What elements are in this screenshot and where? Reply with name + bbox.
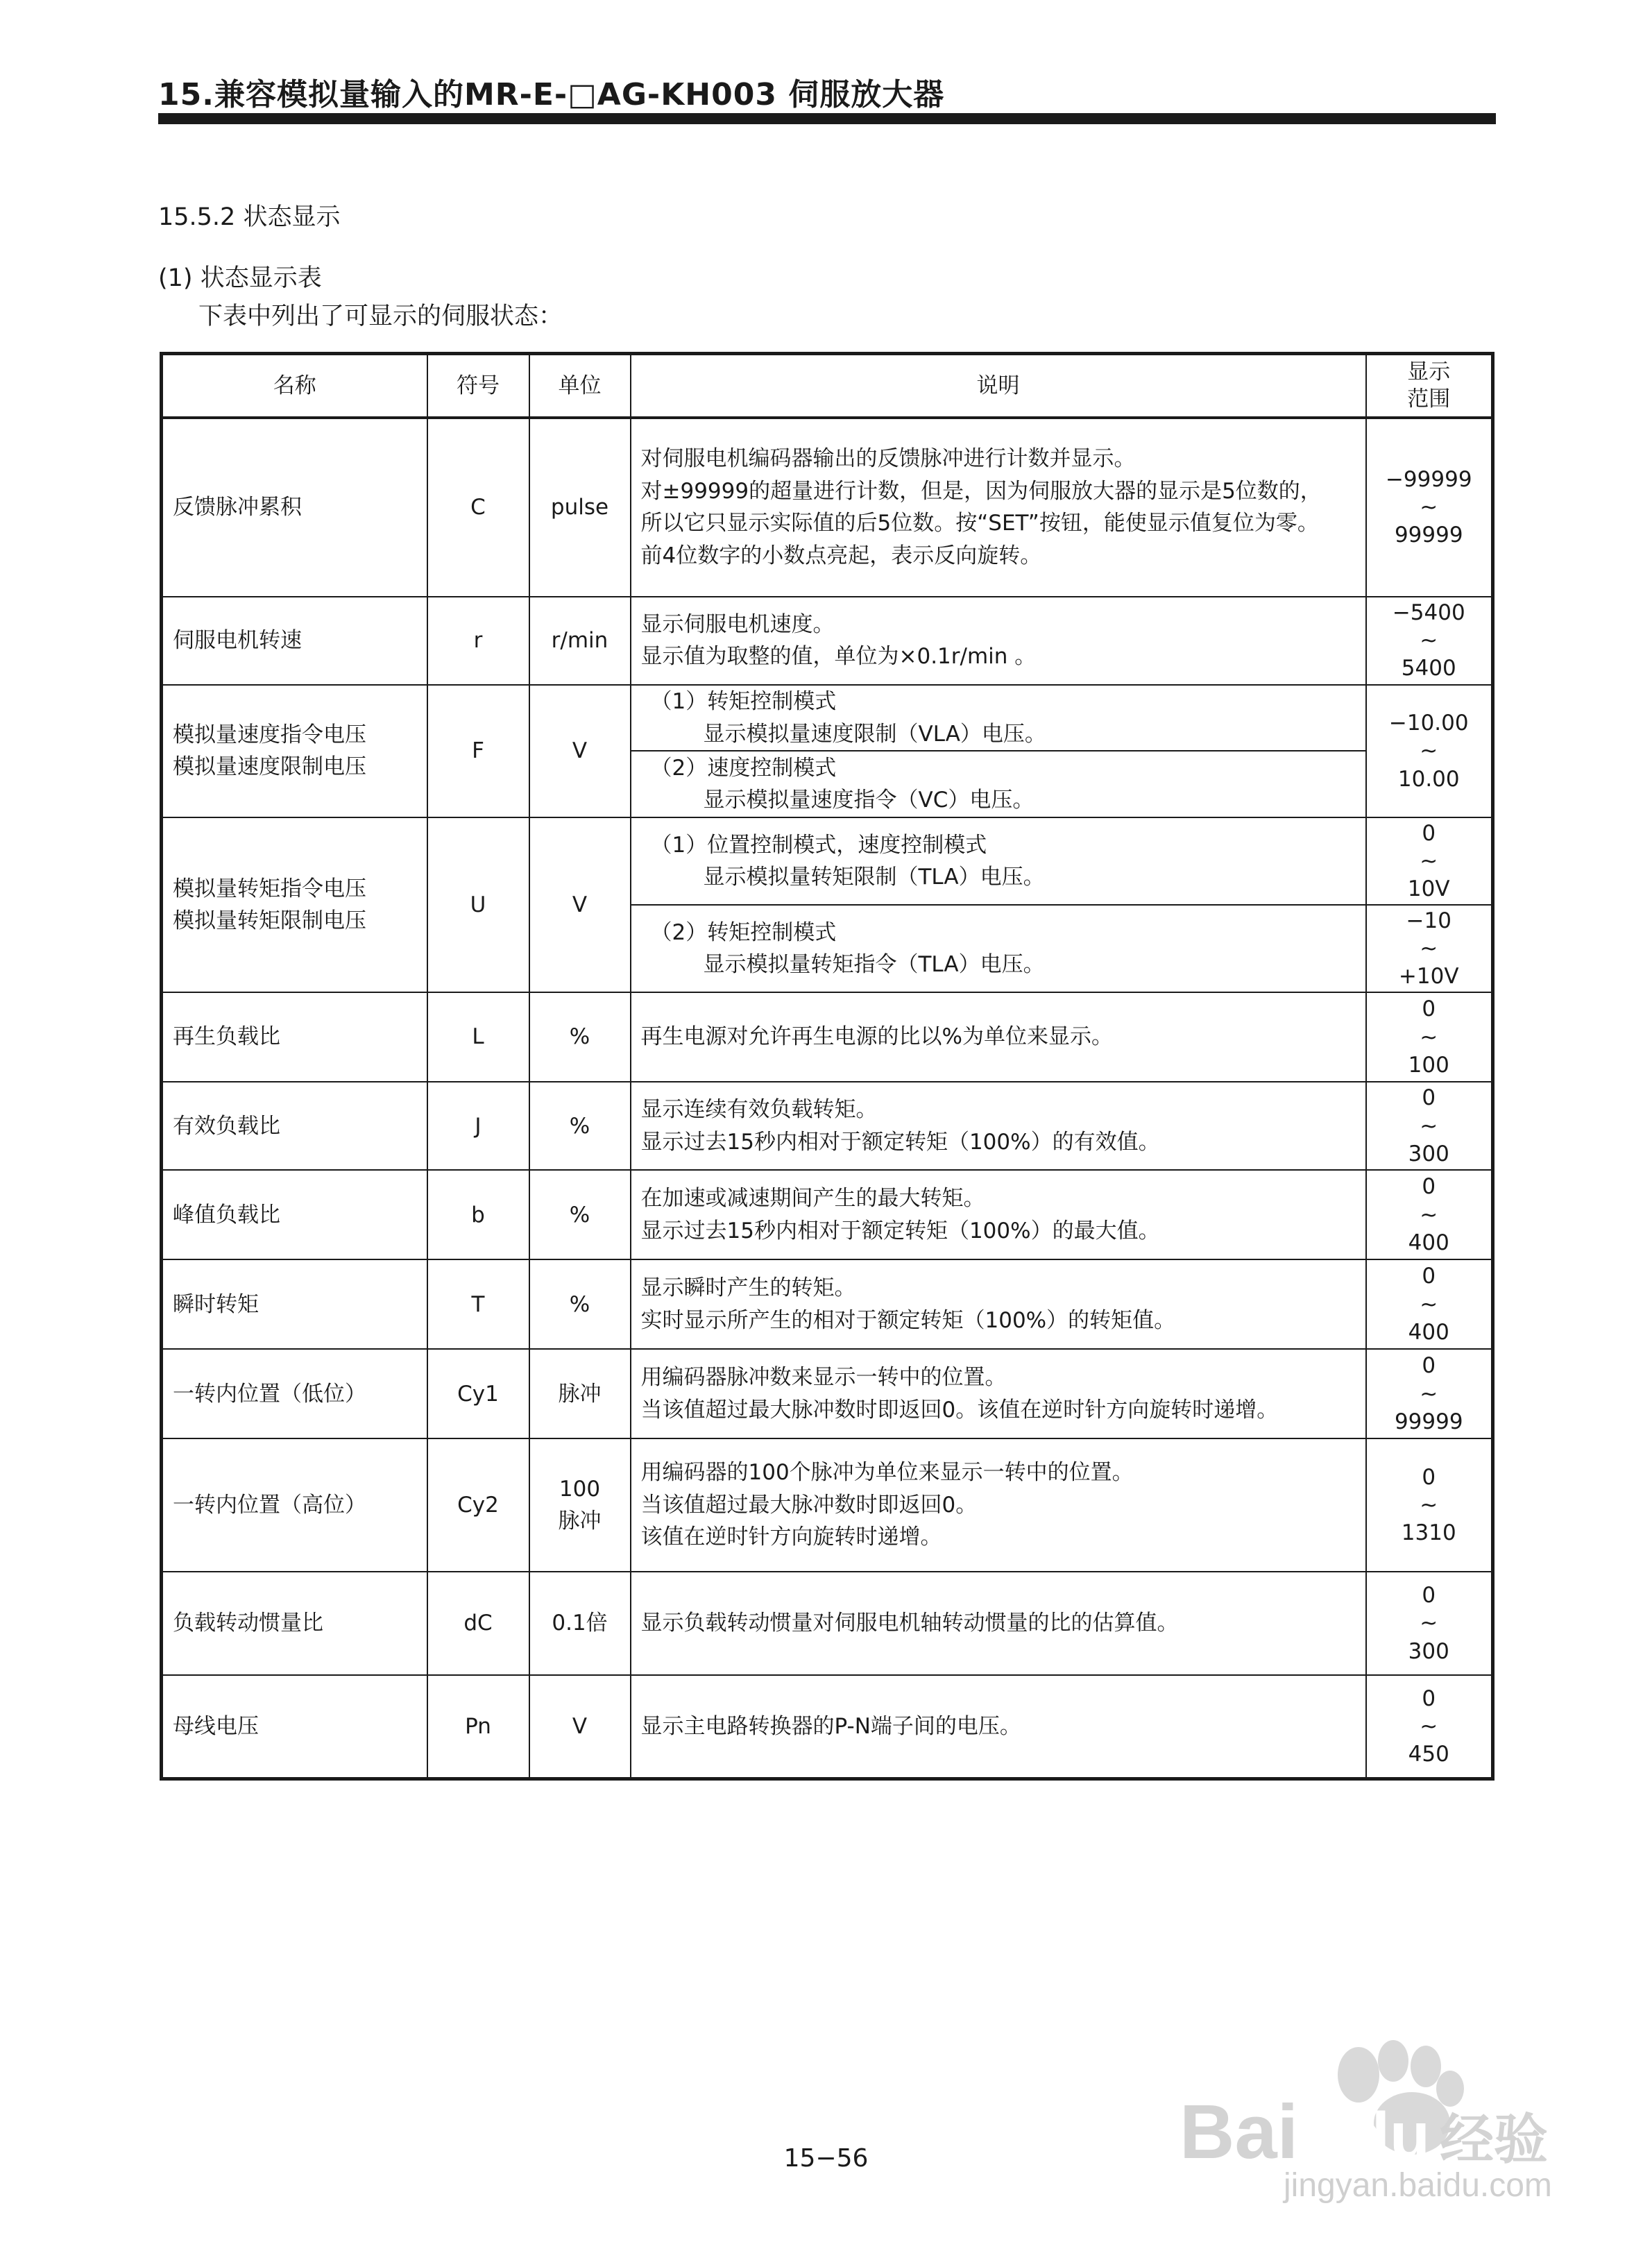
range-line: ~ xyxy=(1420,936,1438,962)
watermark-label: 经验 xyxy=(1440,2109,1549,2171)
mode-item: （2）转矩控制模式 xyxy=(650,919,837,945)
status-name-line: 一转内位置（高位） xyxy=(173,1492,366,1518)
table-row xyxy=(162,1572,1493,1675)
status-symbol: L xyxy=(427,992,529,1082)
range-line: ~ xyxy=(1420,849,1438,874)
status-description-mode xyxy=(631,685,1366,751)
mode-item: （2）速度控制模式 xyxy=(650,755,837,781)
range-line: 1310 xyxy=(1401,1520,1456,1546)
status-unit-line: % xyxy=(569,1113,590,1139)
table-row xyxy=(162,685,1493,751)
status-display-table xyxy=(160,352,1495,1781)
status-description xyxy=(631,597,1366,685)
header-range-line: 显示 xyxy=(1407,359,1451,384)
mode-detail: 显示模拟量转矩指令（TLA）电压。 xyxy=(703,952,1045,978)
mode-detail: 显示模拟量速度指令（VC）电压。 xyxy=(703,788,1034,813)
header-rule xyxy=(158,113,1496,124)
range-line: ~ xyxy=(1420,1493,1438,1518)
range-line: 100 xyxy=(1408,1052,1449,1078)
status-symbol: U xyxy=(427,817,529,992)
status-name-line: 负载转动惯量比 xyxy=(173,1611,323,1636)
mode-detail: 显示模拟量转矩限制（TLA）电压。 xyxy=(703,865,1045,890)
range-line: ~ xyxy=(1420,1381,1438,1407)
status-range xyxy=(1366,1349,1493,1438)
status-unit xyxy=(529,1675,631,1778)
description-line: 显示主电路转换器的P-N端子间的电压。 xyxy=(640,1713,1021,1739)
description-line: 显示过去15秒内相对于额定转矩（100%）的最大值。 xyxy=(640,1218,1160,1243)
status-name xyxy=(162,597,427,685)
status-symbol: Cy2 xyxy=(427,1438,529,1572)
range-line: 450 xyxy=(1408,1742,1449,1767)
status-range xyxy=(1366,905,1493,992)
range-line: 0 xyxy=(1422,996,1436,1022)
status-name xyxy=(162,1349,427,1438)
table-row xyxy=(162,1259,1493,1349)
table-row xyxy=(162,1170,1493,1259)
header-unit: 单位 xyxy=(529,354,631,418)
status-unit xyxy=(529,1572,631,1675)
status-range xyxy=(1366,685,1493,818)
range-line: 0 xyxy=(1422,1174,1436,1200)
header-description: 说明 xyxy=(631,354,1366,418)
status-description xyxy=(631,1572,1366,1675)
description-line: 在加速或减速期间产生的最大转矩。 xyxy=(640,1186,985,1212)
description-line: 当该值超过最大脉冲数时即返回0。 xyxy=(640,1492,978,1518)
status-symbol: T xyxy=(427,1259,529,1349)
description-line: 前4位数字的小数点亮起，表示反向旋转。 xyxy=(640,543,1042,568)
table-row xyxy=(162,1675,1493,1778)
status-unit-line: 脉冲 xyxy=(558,1509,602,1534)
status-name-line: 模拟量速度指令电压 xyxy=(173,722,366,747)
range-line: 99999 xyxy=(1394,1409,1463,1435)
status-range xyxy=(1366,1082,1493,1170)
description-line: 实时显示所产生的相对于额定转矩（100%）的转矩值。 xyxy=(640,1307,1176,1333)
range-line: −10.00 xyxy=(1388,710,1469,736)
status-name xyxy=(162,817,427,992)
description-line: 再生电源对允许再生电源的比以%为单位来显示。 xyxy=(640,1024,1113,1050)
description-line: 该值在逆时针方向旋转时递增。 xyxy=(640,1525,942,1550)
mode-item: （1）位置控制模式，速度控制模式 xyxy=(650,832,987,858)
status-symbol: Pn xyxy=(427,1675,529,1778)
status-range xyxy=(1366,1572,1493,1675)
range-line: 300 xyxy=(1408,1638,1449,1664)
status-name xyxy=(162,685,427,818)
description-line: 用编码器脉冲数来显示一转中的位置。 xyxy=(640,1365,1007,1391)
watermark-brand: Bai xyxy=(1180,2089,1299,2175)
description-line: 显示瞬时产生的转矩。 xyxy=(640,1275,856,1301)
status-unit xyxy=(529,1438,631,1572)
status-name-line: 母线电压 xyxy=(173,1713,259,1739)
range-line: 0 xyxy=(1422,1464,1436,1490)
status-range xyxy=(1366,597,1493,685)
range-line: −10 xyxy=(1406,908,1451,933)
status-description-mode xyxy=(631,751,1366,817)
status-range xyxy=(1366,817,1493,905)
range-line: 10.00 xyxy=(1397,766,1460,792)
status-name-line: 峰值负载比 xyxy=(173,1202,280,1228)
status-unit xyxy=(529,418,631,597)
status-unit xyxy=(529,685,631,818)
status-range xyxy=(1366,992,1493,1082)
table-row xyxy=(162,817,1493,905)
watermark-brand-du: du xyxy=(1349,2099,1431,2173)
status-range xyxy=(1366,1438,1493,1572)
status-symbol: dC xyxy=(427,1572,529,1675)
page-number: 15−56 xyxy=(783,2144,869,2173)
status-unit-line: pulse xyxy=(550,494,609,520)
range-line: 400 xyxy=(1408,1230,1449,1255)
status-name xyxy=(162,1082,427,1170)
range-line: 0 xyxy=(1422,1353,1436,1379)
range-line: 0 xyxy=(1422,1264,1436,1289)
status-description-mode xyxy=(631,905,1366,992)
range-line: 5400 xyxy=(1401,656,1456,681)
range-line: ~ xyxy=(1420,1713,1438,1739)
mode-detail: 显示模拟量速度限制（VLA）电压。 xyxy=(703,721,1046,747)
status-description xyxy=(631,1438,1366,1572)
description-line: 所以它只显示实际值的后5位数。按“SET”按钮，能使显示值复位为零。 xyxy=(640,511,1319,536)
status-unit xyxy=(529,817,631,992)
status-description xyxy=(631,992,1366,1082)
baidu-jingyan-watermark xyxy=(1173,1985,1561,2207)
status-name-line: 有效负载比 xyxy=(173,1113,280,1139)
status-unit xyxy=(529,597,631,685)
status-name xyxy=(162,1572,427,1675)
mode-item: （1）转矩控制模式 xyxy=(650,689,837,714)
table-row xyxy=(162,418,1493,597)
status-unit xyxy=(529,1349,631,1438)
header-symbol: 符号 xyxy=(427,354,529,418)
range-line: ~ xyxy=(1420,1291,1438,1317)
table-row xyxy=(162,597,1493,685)
status-name-line: 瞬时转矩 xyxy=(173,1291,259,1317)
status-name xyxy=(162,1675,427,1778)
description-line: 对伺服电机编码器输出的反馈脉冲进行计数并显示。 xyxy=(640,446,1136,472)
range-line: ~ xyxy=(1420,1113,1438,1139)
status-unit-line: V xyxy=(572,892,588,917)
status-range xyxy=(1366,1170,1493,1259)
header-name: 名称 xyxy=(162,354,427,418)
status-description-mode xyxy=(631,817,1366,905)
description-line: 显示值为取整的值，单位为×0.1r/min 。 xyxy=(640,644,1037,670)
status-name xyxy=(162,1259,427,1349)
status-description xyxy=(631,418,1366,597)
range-line: 99999 xyxy=(1394,523,1463,548)
status-description xyxy=(631,1675,1366,1778)
range-line: 300 xyxy=(1408,1141,1449,1166)
status-symbol: F xyxy=(427,685,529,818)
page-header-title: 15.兼容模拟量输入的MR-E-□AG-KH003 伺服放大器 xyxy=(158,77,945,112)
status-name-line: 模拟量转矩限制电压 xyxy=(173,908,366,934)
status-symbol: Cy1 xyxy=(427,1349,529,1438)
range-line: +10V xyxy=(1398,964,1459,990)
status-name-line: 一转内位置（低位） xyxy=(173,1381,366,1407)
status-unit-line: % xyxy=(569,1024,590,1050)
status-range xyxy=(1366,1259,1493,1349)
status-unit-line: V xyxy=(572,738,588,764)
range-line: 0 xyxy=(1422,820,1436,846)
status-range xyxy=(1366,1675,1493,1778)
status-name xyxy=(162,992,427,1082)
status-unit-line: 0.1倍 xyxy=(552,1611,608,1636)
status-description xyxy=(631,1082,1366,1170)
status-name xyxy=(162,1170,427,1259)
status-unit xyxy=(529,1259,631,1349)
table-header-row xyxy=(162,354,1493,418)
range-line: 0 xyxy=(1422,1085,1436,1111)
status-description xyxy=(631,1259,1366,1349)
status-symbol: J xyxy=(427,1082,529,1170)
subsection-heading: (1) 状态显示表 xyxy=(158,264,322,292)
description-line: 显示伺服电机速度。 xyxy=(640,611,835,637)
status-range xyxy=(1366,418,1493,597)
range-line: ~ xyxy=(1420,627,1438,653)
table-row xyxy=(162,992,1493,1082)
status-unit-line: % xyxy=(569,1202,590,1228)
status-unit-line: V xyxy=(572,1713,588,1739)
range-line: 400 xyxy=(1408,1319,1449,1345)
status-name-line: 反馈脉冲累积 xyxy=(173,494,302,520)
status-symbol: C xyxy=(427,418,529,597)
range-line: ~ xyxy=(1420,494,1438,520)
description-line: 显示负载转动惯量对伺服电机轴转动惯量的比的估算值。 xyxy=(640,1611,1179,1636)
status-unit-line: 100 xyxy=(559,1476,601,1502)
range-line: ~ xyxy=(1420,1611,1438,1636)
status-symbol: b xyxy=(427,1170,529,1259)
header-range xyxy=(1366,354,1493,418)
range-line: −99999 xyxy=(1385,466,1472,492)
range-line: −5400 xyxy=(1392,600,1465,625)
status-unit xyxy=(529,1082,631,1170)
description-line: 对±99999的超量进行计数，但是，因为伺服放大器的显示是5位数的， xyxy=(640,478,1322,504)
section-heading: 15.5.2 状态显示 xyxy=(158,203,341,231)
status-name xyxy=(162,1438,427,1572)
range-line: ~ xyxy=(1420,1202,1438,1228)
range-line: 0 xyxy=(1422,1685,1436,1711)
status-description xyxy=(631,1170,1366,1259)
status-name-line: 再生负载比 xyxy=(173,1024,280,1050)
intro-text: 下表中列出了可显示的伺服状态： xyxy=(198,303,563,330)
range-line: 10V xyxy=(1407,876,1450,902)
table-row xyxy=(162,1082,1493,1170)
status-symbol: r xyxy=(427,597,529,685)
table-row xyxy=(162,1438,1493,1572)
status-unit-line: 脉冲 xyxy=(558,1381,602,1407)
watermark-url: jingyan.baidu.com xyxy=(1284,2167,1552,2204)
description-line: 显示过去15秒内相对于额定转矩（100%）的有效值。 xyxy=(640,1129,1160,1155)
range-line: 0 xyxy=(1422,1583,1436,1608)
description-line: 用编码器的100个脉冲为单位来显示一转中的位置。 xyxy=(640,1460,1134,1486)
status-description xyxy=(631,1349,1366,1438)
description-line: 当该值超过最大脉冲数时即返回0。该值在逆时针方向旋转时递增。 xyxy=(640,1397,1279,1423)
status-name-line: 伺服电机转速 xyxy=(173,627,302,653)
status-unit xyxy=(529,992,631,1082)
range-line: ~ xyxy=(1420,1024,1438,1050)
status-unit-line: r/min xyxy=(551,627,608,653)
table-row xyxy=(162,1349,1493,1438)
status-unit-line: % xyxy=(569,1291,590,1317)
header-range-line: 范围 xyxy=(1407,386,1451,411)
status-unit xyxy=(529,1170,631,1259)
status-name-line: 模拟量速度限制电压 xyxy=(173,754,366,780)
status-name-line: 模拟量转矩指令电压 xyxy=(173,876,366,901)
status-name xyxy=(162,418,427,597)
description-line: 显示连续有效负载转矩。 xyxy=(640,1097,878,1123)
range-line: ~ xyxy=(1420,738,1438,764)
